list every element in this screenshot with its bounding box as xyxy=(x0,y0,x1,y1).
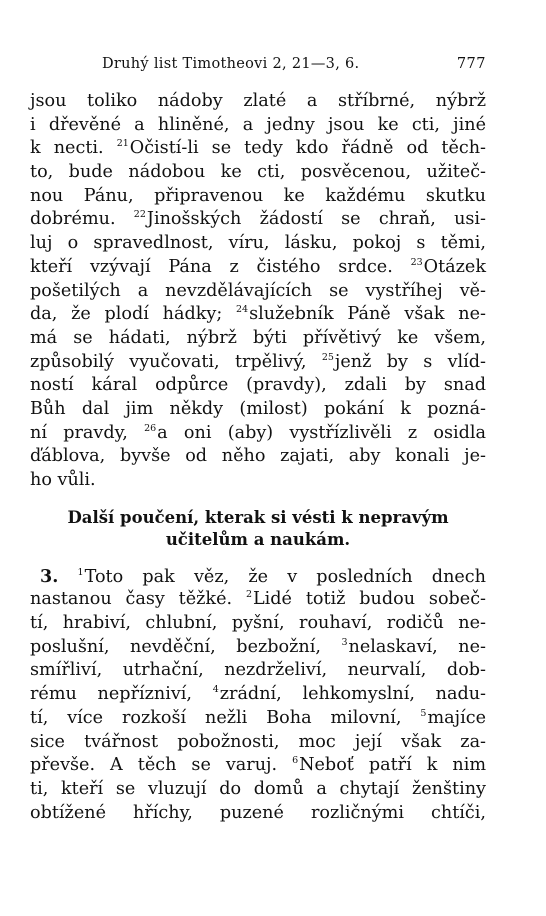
text-line xyxy=(30,185,486,209)
text-run: a oni (aby) vystřízlivěli z osidla xyxy=(157,422,486,443)
text-run: to, bude nádobou ke cti, posvěcenou, užiteč- xyxy=(30,162,486,183)
page-number: 777 xyxy=(456,56,486,72)
text-run: da, že plodí hádky; xyxy=(30,304,237,325)
text-line xyxy=(30,398,486,422)
text-run: smířliví, utrhační, nezdrželiví, neurvalí, dob- xyxy=(30,660,486,681)
text-line xyxy=(30,778,486,802)
verse-number: 3 xyxy=(341,636,348,648)
book-page xyxy=(30,56,486,825)
verse-number: 4 xyxy=(212,684,219,696)
text-line xyxy=(30,802,486,826)
section-heading-line-2: učitelům a naukám. xyxy=(165,529,351,549)
text-run: převše. A těch se varuj. xyxy=(30,755,293,776)
text-line xyxy=(30,731,486,755)
text-line xyxy=(30,256,486,280)
text-line xyxy=(30,636,486,660)
text-line xyxy=(30,707,486,731)
text-line xyxy=(30,114,486,138)
text-line xyxy=(30,208,486,232)
text-run: ní pravdy, xyxy=(30,422,145,443)
verse-number: 22 xyxy=(133,209,146,221)
text-run: majíce xyxy=(427,707,486,728)
text-line xyxy=(30,137,486,161)
text-line xyxy=(30,161,486,185)
text-run: k necti. xyxy=(30,138,117,159)
running-head-title: Druhý list Timotheovi 2, 21—3, 6. xyxy=(102,56,360,72)
running-head xyxy=(30,56,486,72)
text-run: ností káral odpůrce (pravdy), zdali by snad xyxy=(30,375,486,396)
text-line xyxy=(30,659,486,683)
text-run: sice tvářnost pobožnosti, moc její však za- xyxy=(30,731,486,752)
text-line xyxy=(30,754,486,778)
text-run: nastanou časy těžké. xyxy=(30,589,246,610)
text-run: způsobilý vyučovati, trpělivý, xyxy=(30,351,322,372)
text-run xyxy=(58,567,77,587)
paragraph-verses-21-26 xyxy=(30,90,486,493)
text-run: tí, více rozkoší nežli Boha milovní, xyxy=(30,707,421,728)
verse-number: 1 xyxy=(77,566,84,578)
text-run: tí, hrabiví, chlubní, pyšní, rouhaví, rodičů ne- xyxy=(30,613,486,634)
text-run: luj o spravedlnost, víru, lásku, pokoj s těmi, xyxy=(30,233,486,254)
text-run: Otázek xyxy=(423,256,486,277)
text-line xyxy=(30,422,486,446)
text-line xyxy=(30,327,486,351)
text-line xyxy=(30,374,486,398)
text-line xyxy=(30,683,486,707)
chapter-number: 3. xyxy=(40,565,59,587)
text-line xyxy=(30,445,486,469)
section-heading xyxy=(30,507,486,551)
text-run: ti, kteří se vluzují do domů a chytají ženštiny xyxy=(30,778,486,799)
verse-number: 26 xyxy=(144,422,157,434)
text-run: zrádní, lehkomyslní, nadu- xyxy=(219,684,487,705)
text-line xyxy=(30,351,486,375)
text-run: Očistí-li se tedy kdo řádně od těch- xyxy=(129,138,487,159)
text-run: kteří vzývají Pána z čistého srdce. xyxy=(30,256,411,277)
text-run: Bůh dal jim někdy (milost) pokání k pozná- xyxy=(30,398,486,419)
verse-number: 5 xyxy=(420,707,427,719)
text-run: ďáblova, byvše od něho zajati, aby konali je- xyxy=(30,446,486,467)
text-line xyxy=(30,588,486,612)
text-line xyxy=(30,565,486,589)
section-heading-line-1: Další poučení, kterak si vésti k nepravým xyxy=(67,507,449,527)
paragraph-chapter-3 xyxy=(30,565,486,826)
verse-number: 21 xyxy=(116,138,129,150)
text-run: dobrému. xyxy=(30,209,134,230)
verse-number: 6 xyxy=(292,755,299,767)
text-line xyxy=(30,303,486,327)
text-run: jenž by s vlíd- xyxy=(334,351,486,372)
text-line xyxy=(30,469,486,493)
text-run: poslušní, nevděční, bezbožní, xyxy=(30,636,342,657)
text-run: jsou toliko nádoby zlaté a stříbrné, nýbrž xyxy=(30,91,486,111)
verse-number: 23 xyxy=(410,256,423,268)
text-line xyxy=(30,612,486,636)
text-run: Lidé totiž budou sobeč- xyxy=(252,589,487,610)
text-run: nelaskaví, ne- xyxy=(348,636,486,657)
text-line xyxy=(30,90,486,114)
text-run: Toto pak věz, že v posledních dnech xyxy=(84,566,486,587)
text-run: Jinošských žádostí se chraň, usi- xyxy=(146,209,487,230)
text-run: má se hádati, nýbrž býti přívětivý ke všem, xyxy=(30,327,486,348)
text-run: nou Pánu, připravenou ke každému skutku xyxy=(30,185,486,206)
text-run: obtížené hříchy, puzené rozličnými chtíči, xyxy=(30,802,486,823)
verse-number: 25 xyxy=(321,351,334,363)
text-run: Neboť patří k nim xyxy=(299,755,487,776)
text-run: služebník Páně však ne- xyxy=(249,304,486,325)
text-run: i dřevěné a hliněné, a jedny jsou ke cti, jiné xyxy=(30,114,486,135)
verse-number: 24 xyxy=(236,304,249,316)
text-line xyxy=(30,280,486,304)
verse-number: 2 xyxy=(245,589,252,601)
text-run: ho vůli. xyxy=(30,470,96,490)
text-run: pošetilých a nevzdělávajících se vystříhej vě- xyxy=(30,280,486,301)
text-run: rému nepřízniví, xyxy=(30,684,213,705)
text-line xyxy=(30,232,486,256)
